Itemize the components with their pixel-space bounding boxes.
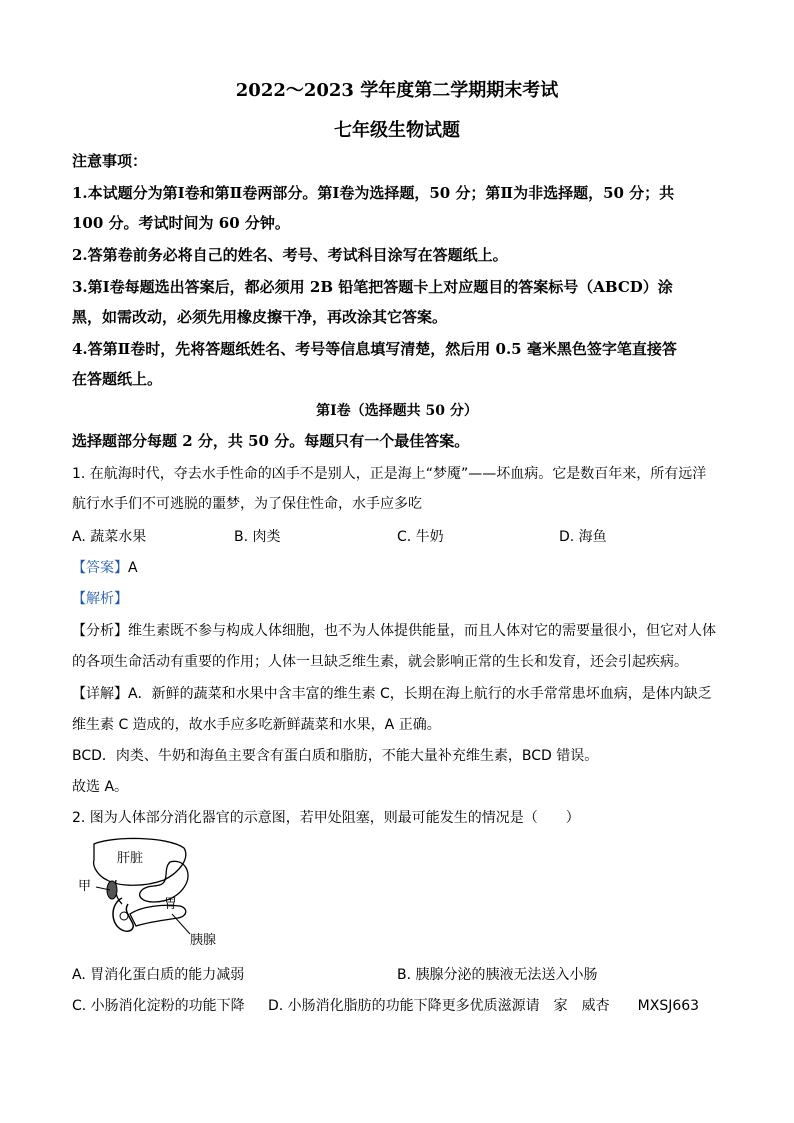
q1-fenxi-line-1 <box>72 620 716 640</box>
label-jia: 甲 <box>78 879 92 894</box>
notice-item-1-line-2: 100 分。考试时间为 60 分钟。 <box>72 214 290 232</box>
q1-conclusion: 故选 A。 <box>72 779 129 795</box>
answer-value: A <box>128 560 138 576</box>
q1-option-c: C. 牛奶 <box>397 529 444 545</box>
notice-item-4-line-2: 在答题纸上。 <box>72 370 163 388</box>
label-liver: 肝脏 <box>117 851 144 866</box>
notice-item-1-line-1: 1.本试题分为第Ⅰ卷和第Ⅱ卷两部分。第Ⅰ卷为选择题，50 分；第Ⅱ为非选择题，50 分；共 <box>72 184 675 202</box>
q2-option-b: B. 胰腺分泌的胰液无法送入小肠 <box>397 967 598 983</box>
notice-item-3-line-2: 黑，如需改动，必须先用橡皮擦干净，再改涂其它答案。 <box>72 308 448 326</box>
notice-item-3-line-1: 3.第Ⅰ卷每题选出答案后，都必须用 2B 铅笔把答题卡上对应题目的答案标号（ABCD）涂 <box>72 278 673 296</box>
q2-option-d: D. 小肠消化脂肪的功能下降 <box>268 998 442 1014</box>
q2-option-d-row <box>268 995 699 1015</box>
notice-item-2: 2.答第卷前务必将自己的姓名、考号、考试科目涂写在答题纸上。 <box>72 246 508 264</box>
label-pancreas: 胰腺 <box>190 933 217 948</box>
answer-tag: 【答案】 <box>72 560 128 576</box>
fenxi-tag: 【分析】 <box>72 623 128 639</box>
q1-stem-line-1: 1. 在航海时代，夺去水手性命的凶手不是别人，正是海上“梦魇”——坏血病。它是数百年来，所有远洋 <box>72 466 707 482</box>
notice-item-4-line-1: 4.答第Ⅱ卷时，先将答题纸姓名、考号等信息填写清楚，然后用 0.5 毫米黑色签字笔直接答 <box>72 340 677 358</box>
analysis-tag: 【解析】 <box>72 591 128 607</box>
fenxi-text-1: 维生素既不参与构成人体细胞，也不为人体提供能量，而且人体对它的需要量很小，但它对人体 <box>128 623 716 639</box>
q1-answer-row <box>72 557 138 577</box>
label-stomach: 胃 <box>164 897 178 912</box>
section-instruction: 选择题部分每题 2 分，共 50 分。每题只有一个最佳答案。 <box>72 432 470 450</box>
exam-title: 2022～2023 学年度第二学期期末考试 <box>235 80 559 101</box>
xiangjie-text-1: A．新鲜的蔬菜和水果中含丰富的维生素 C，长期在海上航行的水手常常患坏血病，是体内缺乏 <box>128 686 712 702</box>
q1-stem-line-2: 航行水手们不可逃脱的噩梦，为了保住性命，水手应多吃 <box>72 496 422 512</box>
q1-option-d: D. 海鱼 <box>559 529 607 545</box>
digestive-organs-figure <box>72 832 242 952</box>
notice-heading: 注意事项： <box>72 152 148 170</box>
exam-subtitle: 七年级生物试题 <box>334 120 460 141</box>
section-heading: 第Ⅰ卷（选择题共 50 分） <box>316 403 478 419</box>
watermark-text: 更多优质滋源请 家 威杏 MXSJ663 <box>441 998 700 1014</box>
q1-option-a: A. 蔬菜水果 <box>72 529 147 545</box>
q2-option-c: C. 小肠消化淀粉的功能下降 <box>72 998 245 1014</box>
q1-bcd-line: BCD．肉类、牛奶和海鱼主要含有蛋白质和脂肪，不能大量补充维生素，BCD 错误。 <box>72 748 599 764</box>
q1-xiangjie-line-2: 维生素 C 造成的，故水手应多吃新鲜蔬菜和水果，A 正确。 <box>72 717 441 733</box>
q1-fenxi-line-2: 的各项生命活动有重要的作用；人体一旦缺乏维生素，就会影响正常的生长和发育，还会引起疾病。 <box>72 654 688 670</box>
q1-xiangjie-line-1 <box>72 683 712 703</box>
xiangjie-tag: 【详解】 <box>72 686 128 702</box>
pancreas-shape <box>130 905 186 926</box>
q2-stem: 2. 图为人体部分消化器官的示意图，若甲处阻塞，则最可能发生的情况是（ ） <box>72 810 580 826</box>
q2-option-a: A. 胃消化蛋白质的能力减弱 <box>72 967 245 983</box>
q1-option-b: B. 肉类 <box>234 529 281 545</box>
